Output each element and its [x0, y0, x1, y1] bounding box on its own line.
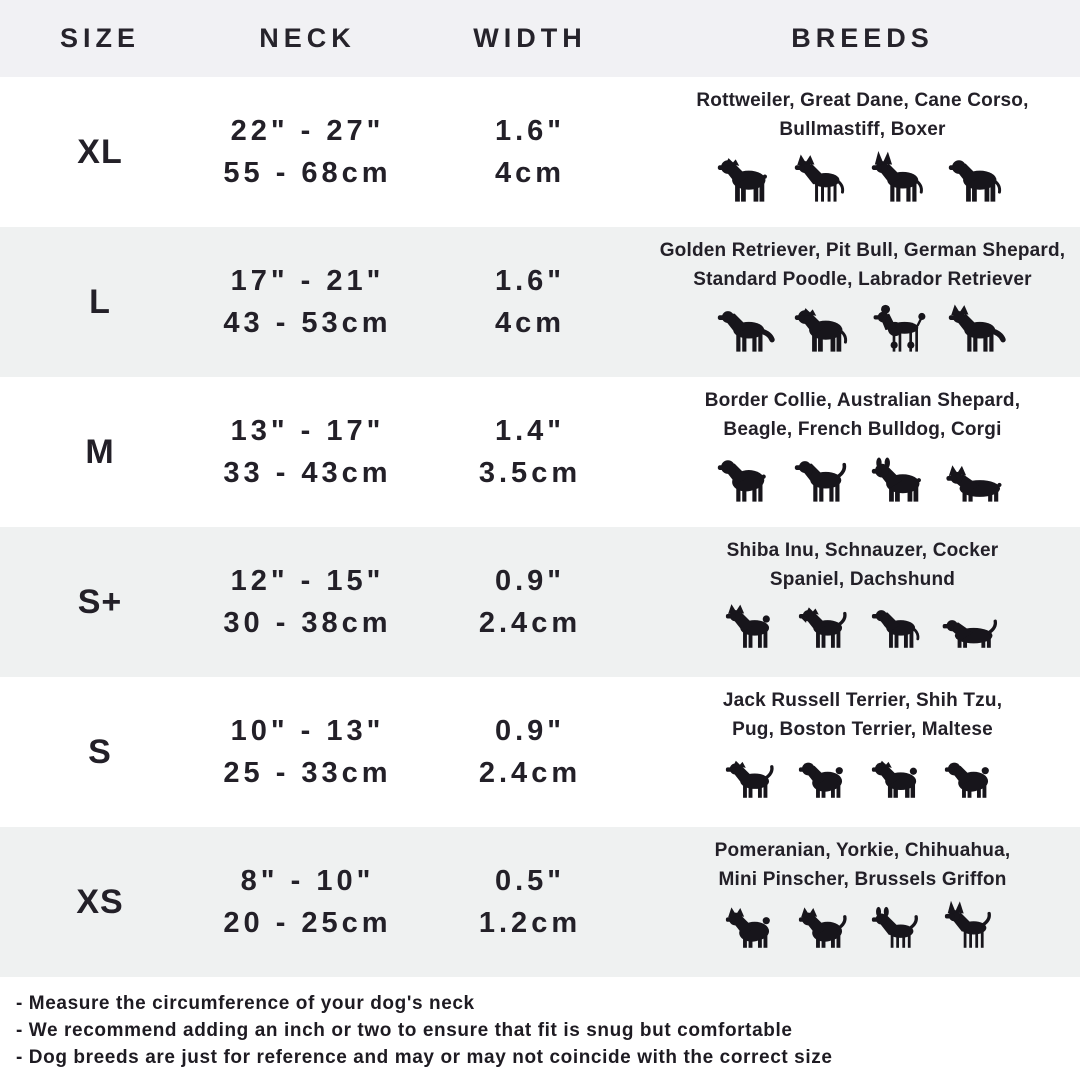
neck-cm: 55 - 68cm	[223, 157, 392, 189]
breeds-list	[705, 386, 1020, 445]
beagle-icon	[791, 448, 857, 504]
width-inches: 0.9"	[494, 714, 566, 747]
neck-cm: 33 - 43cm	[223, 457, 392, 489]
neck-cm: 25 - 33cm	[223, 757, 392, 789]
width-inches: 0.5"	[494, 864, 566, 897]
breed-silhouettes	[714, 448, 1011, 504]
breeds-line: Border Collie, Australian Shepard,	[704, 390, 1021, 411]
size-label: M	[85, 432, 115, 471]
neck-cm: 43 - 53cm	[223, 307, 392, 339]
note-reference: - Dog breeds are just for reference and may or may not coincide with the correct size	[16, 1047, 833, 1068]
breeds-line: Bullmastiff, Boxer	[779, 119, 946, 141]
dachshund-icon	[941, 598, 1003, 650]
note-recommend: - We recommend adding an inch or two to ensure that fit is snug but comfortable	[16, 1020, 793, 1041]
column-header-size: SIZE	[59, 23, 140, 53]
width-measurement	[415, 860, 645, 944]
width-measurement	[415, 110, 645, 194]
breed-silhouettes	[722, 748, 1003, 800]
size-row-s-plus	[0, 527, 1080, 677]
french-bulldog-icon	[868, 448, 934, 504]
shiba-inu-icon	[722, 598, 784, 650]
size-row-xl	[0, 77, 1080, 227]
jack-russell-icon	[722, 748, 784, 800]
width-measurement	[415, 260, 645, 344]
breeds-line: Pomeranian, Yorkie, Chihuahua,	[714, 840, 1011, 861]
maltese-icon	[941, 748, 1003, 800]
breed-silhouettes	[722, 598, 1003, 650]
breed-silhouettes	[722, 898, 1003, 950]
corgi-icon	[945, 448, 1011, 504]
size-label: L	[89, 282, 111, 321]
breeds-cell	[645, 677, 1080, 827]
breeds-line: Spaniel, Dachshund	[769, 569, 956, 591]
breeds-list	[660, 236, 1066, 295]
mini-pinscher-icon	[941, 898, 1003, 950]
neck-inches: 22" - 27"	[230, 114, 385, 147]
pit-bull-icon	[791, 298, 857, 354]
neck-inches: 17" - 21"	[230, 264, 385, 297]
rottweiler-icon	[714, 148, 780, 204]
breeds-cell	[645, 527, 1080, 677]
width-measurement	[415, 410, 645, 494]
breeds-line: Pug, Boston Terrier, Maltese	[732, 719, 993, 741]
size-row-l	[0, 227, 1080, 377]
neck-inches: 8" - 10"	[240, 864, 375, 897]
chihuahua-icon	[868, 898, 930, 950]
width-cm: 4cm	[494, 307, 566, 339]
width-cm: 4cm	[494, 157, 566, 189]
standard-poodle-icon	[868, 298, 934, 354]
schnauzer-icon	[795, 598, 857, 650]
bullmastiff-icon	[945, 148, 1011, 204]
size-row-xs	[0, 827, 1080, 977]
width-inches: 1.4"	[494, 414, 566, 447]
breeds-cell	[645, 227, 1080, 377]
column-header-breeds: BREEDS	[791, 23, 934, 53]
size-row-s	[0, 677, 1080, 827]
neck-inches: 10" - 13"	[230, 714, 385, 747]
breeds-line: Jack Russell Terrier, Shih Tzu,	[722, 690, 1003, 711]
great-dane-icon	[791, 148, 857, 204]
width-cm: 1.2cm	[478, 907, 582, 939]
cocker-spaniel-icon	[868, 598, 930, 650]
pug-icon	[868, 748, 930, 800]
breed-silhouettes	[714, 298, 1011, 354]
column-header-neck: NECK	[259, 23, 356, 53]
neck-cm: 30 - 38cm	[223, 607, 392, 639]
breeds-line: Mini Pinscher, Brussels Griffon	[718, 869, 1007, 891]
shih-tzu-icon	[795, 748, 857, 800]
size-row-m	[0, 377, 1080, 527]
footer-notes	[0, 977, 1080, 1080]
neck-measurement	[200, 860, 415, 944]
width-cm: 2.4cm	[478, 757, 582, 789]
size-label: XS	[76, 882, 124, 921]
breed-silhouettes	[714, 148, 1011, 204]
note-measure: - Measure the circumference of your dog's neck	[16, 993, 475, 1014]
breeds-list	[727, 536, 999, 595]
breeds-cell	[645, 77, 1080, 227]
breeds-line: Standard Poodle, Labrador Retriever	[693, 269, 1032, 291]
golden-retriever-icon	[714, 298, 780, 354]
breeds-cell	[645, 377, 1080, 527]
neck-cm: 20 - 25cm	[223, 907, 392, 939]
size-label: S	[88, 732, 112, 771]
breeds-line: Beagle, French Bulldog, Corgi	[723, 419, 1002, 441]
neck-measurement	[200, 110, 415, 194]
width-inches: 0.9"	[494, 564, 566, 597]
column-header-width: WIDTH	[473, 23, 587, 53]
german-shepard-icon	[945, 298, 1011, 354]
neck-inches: 13" - 17"	[230, 414, 385, 447]
breeds-list	[723, 686, 1002, 745]
width-cm: 3.5cm	[478, 457, 582, 489]
cane-corso-icon	[868, 148, 934, 204]
pomeranian-icon	[722, 898, 784, 950]
breeds-cell	[645, 827, 1080, 977]
yorkie-icon	[795, 898, 857, 950]
neck-measurement	[200, 560, 415, 644]
breeds-line: Golden Retriever, Pit Bull, German Shepard,	[659, 240, 1066, 261]
neck-measurement	[200, 260, 415, 344]
width-inches: 1.6"	[494, 114, 566, 147]
table-header-row	[0, 0, 1080, 77]
width-cm: 2.4cm	[478, 607, 582, 639]
breeds-list	[696, 86, 1028, 145]
width-measurement	[415, 560, 645, 644]
neck-measurement	[200, 410, 415, 494]
width-inches: 1.6"	[494, 264, 566, 297]
australian-shepard-icon	[714, 448, 780, 504]
breeds-list	[715, 836, 1011, 895]
size-label: S+	[77, 582, 123, 621]
neck-measurement	[200, 710, 415, 794]
neck-inches: 12" - 15"	[230, 564, 385, 597]
size-label: XL	[77, 132, 123, 171]
breeds-line: Rottweiler, Great Dane, Cane Corso,	[696, 90, 1029, 111]
breeds-line: Shiba Inu, Schnauzer, Cocker	[726, 540, 999, 561]
width-measurement	[415, 710, 645, 794]
